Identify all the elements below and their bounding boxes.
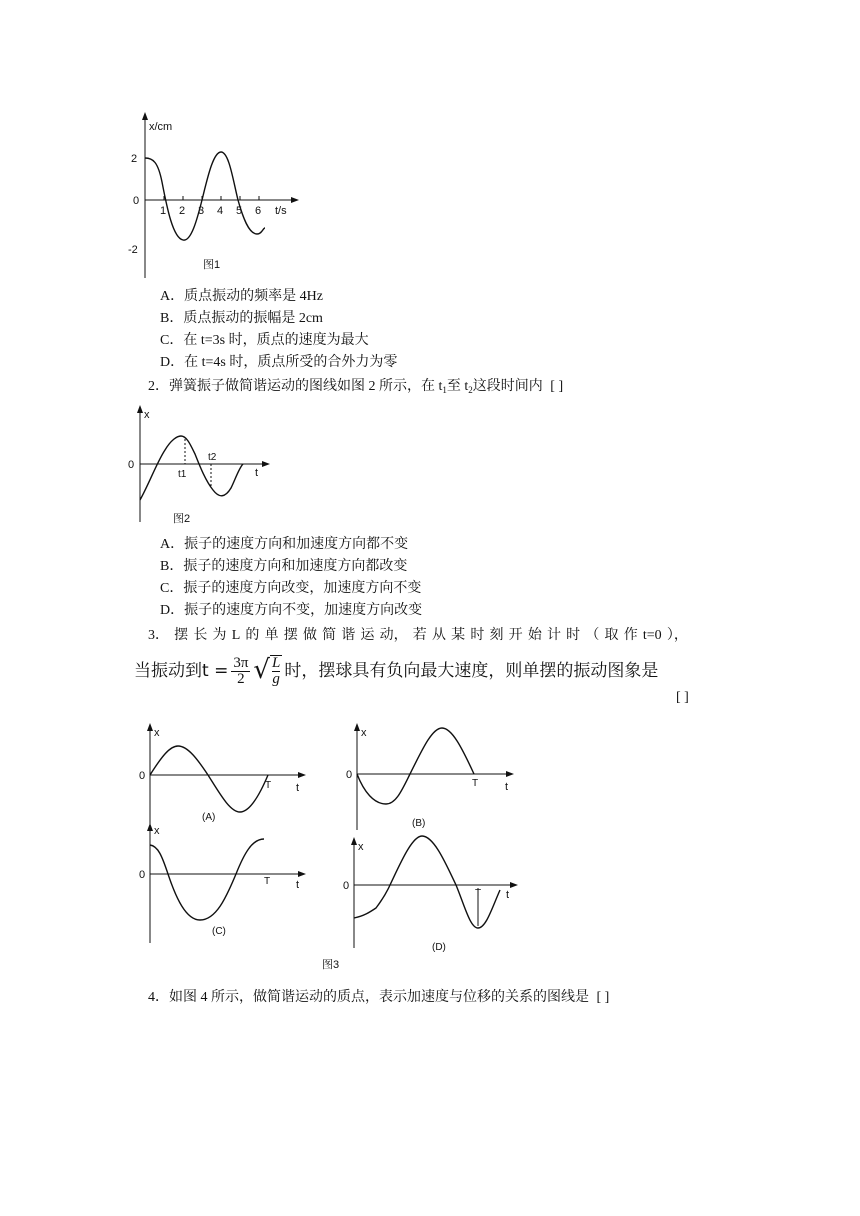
fig1-xtick-3: 3: [198, 205, 205, 217]
q3-line1-word: 若: [412, 628, 427, 643]
q3-line1-word: 作: [623, 628, 638, 643]
q1-option-c: C．在 t=3s 时，质点的速度为最大: [160, 333, 369, 348]
q4-answer-bracket: [ ]: [596, 990, 610, 1005]
q3-frac-num: 3π: [233, 654, 249, 671]
q3-line1-word: 简: [322, 628, 337, 643]
q4-text: 4．如图 4 所示，做简谐运动的质点，表示加速度与位移的关系的图线是: [148, 990, 589, 1005]
q3-stem-line2: [134, 655, 658, 687]
fig1-ytick-0: 0: [133, 195, 140, 207]
fig1-xtick-5: 5: [236, 205, 243, 217]
q3-line1-word: 运: [360, 628, 375, 643]
q3-sqrt-num: L: [271, 655, 281, 671]
fig2-y-label: x: [144, 409, 150, 421]
fig3-b-y-label: x: [361, 727, 367, 739]
fig3-d-period: T: [475, 888, 482, 899]
fig2-caption: 图2: [173, 513, 191, 525]
q2-stem: [148, 377, 563, 400]
fig3-a-period: T: [265, 780, 272, 791]
fig3-panel-a: [139, 723, 306, 830]
q3-fraction: [231, 656, 250, 687]
fig3-a-origin: 0: [139, 770, 146, 782]
sqrt-icon: √: [253, 655, 270, 685]
q3-line1-word: 动，: [379, 628, 408, 643]
q3-line1-word: 刻: [489, 628, 504, 643]
fig3-d-x-label: t: [506, 889, 510, 901]
fig1-ytick-neg2: -2: [128, 244, 138, 256]
q3-line1-word: 时: [566, 628, 581, 643]
fig1-caption: 图1: [203, 259, 221, 271]
q3-line1-word: L: [231, 628, 241, 643]
fig3-panel-c: [139, 823, 306, 943]
fig1-xtick-6: 6: [255, 205, 262, 217]
q2-text-after: 这段时间内: [472, 379, 543, 394]
fig3-d-y-label: x: [358, 841, 364, 853]
fig3-c-period: T: [264, 876, 271, 887]
q3-line1-word: t=0: [642, 628, 662, 643]
q3-line1-word: ），: [666, 628, 688, 643]
figure-1: [125, 110, 305, 280]
q3-sqrt: [253, 655, 282, 687]
fig2-origin: 0: [128, 459, 135, 471]
fig1-ytick-2: 2: [131, 153, 138, 165]
q3-line1-word: 计: [547, 628, 561, 643]
q3-line1-word: 为: [212, 628, 227, 643]
q3-line1-word: 的: [245, 628, 260, 643]
q2-answer-bracket: [ ]: [550, 379, 564, 394]
q3-frac-den: 2: [237, 670, 245, 687]
q3-line1-word: 摆: [174, 628, 189, 643]
fig3-c-y-label: x: [154, 825, 160, 837]
fig2-t2-label: t2: [208, 452, 217, 463]
fig3-c-x-label: t: [296, 879, 300, 891]
q1-option-a: A．质点振动的频率是 4Hz: [160, 289, 323, 304]
fig3-b-x-label: t: [505, 781, 509, 793]
q3-line1-word: 取: [604, 628, 619, 643]
q2-text-before: 2．弹簧振子做简谐运动的图线如图 2 所示，在 t: [148, 379, 443, 394]
q2-option-d: D．振子的速度方向不变，加速度方向改变: [160, 603, 423, 618]
q2-sub2: 2: [468, 385, 473, 395]
q3-stem-line1: [148, 626, 688, 646]
q3-line1-word: 始: [527, 628, 542, 643]
q3-line1-word: 摆: [283, 628, 298, 643]
fig3-b-label: (B): [412, 818, 426, 829]
fig3-b-period: T: [472, 778, 479, 789]
fig2-t1-label: t1: [178, 469, 187, 480]
fig3-a-x-label: t: [296, 782, 300, 794]
q1-option-d: D．在 t=4s 时，质点所受的合外力为零: [160, 355, 398, 370]
q2-option-b: B．振子的速度方向和加速度方向都改变: [160, 559, 408, 574]
fig3-a-y-label: x: [154, 727, 160, 739]
fig3-panel-b: [346, 723, 514, 830]
q2-text-mid: 至 t: [446, 379, 469, 394]
figure-3: [130, 718, 530, 973]
q3-line1-word: （: [585, 628, 600, 643]
fig3-d-label: (D): [432, 942, 446, 953]
fig3-a-label: (A): [202, 812, 216, 823]
q2-option-a: A．振子的速度方向和加速度方向都不变: [160, 537, 409, 552]
q3-line1-word: 某: [451, 628, 466, 643]
q3-line1-word: 时: [470, 628, 485, 643]
fig1-xtick-2: 2: [179, 205, 186, 217]
fig1-y-label: x/cm: [149, 121, 173, 133]
fig3-caption: 图3: [322, 959, 340, 971]
figure-2: [125, 402, 275, 527]
fig2-x-label: t: [255, 467, 259, 479]
q3-line1-word: 单: [264, 628, 279, 643]
q2-option-c: C．振子的速度方向改变，加速度方向不变: [160, 581, 422, 596]
fig3-panel-d: [343, 836, 518, 953]
fig3-c-origin: 0: [139, 869, 146, 881]
q3-line2-prefix: 当振动到t =: [134, 661, 229, 681]
q3-line1-word: 长: [193, 628, 208, 643]
q4-stem: [148, 988, 609, 1008]
q3-line1-word: 从: [431, 628, 446, 643]
q1-option-b: B．质点振动的振幅是 2cm: [160, 311, 323, 326]
q3-line1-word: 3．: [148, 628, 169, 643]
q3-answer-bracket: [ ]: [676, 690, 689, 705]
q3-line1-word: 开: [508, 628, 523, 643]
q3-line1-word: 谐: [341, 628, 356, 643]
fig1-xtick-1: 1: [160, 205, 167, 217]
fig3-c-label: (C): [212, 926, 226, 937]
q3-line2-suffix: 时，摆球具有负向最大速度，则单摆的振动图象是: [284, 661, 659, 681]
fig3-b-origin: 0: [346, 769, 353, 781]
fig1-xtick-4: 4: [217, 205, 224, 217]
fig1-x-label: t/s: [275, 205, 287, 217]
q2-sub1: 1: [442, 385, 447, 395]
q3-sqrt-den: g: [272, 671, 280, 687]
fig3-d-origin: 0: [343, 880, 350, 892]
q3-line1-word: 做: [302, 628, 317, 643]
